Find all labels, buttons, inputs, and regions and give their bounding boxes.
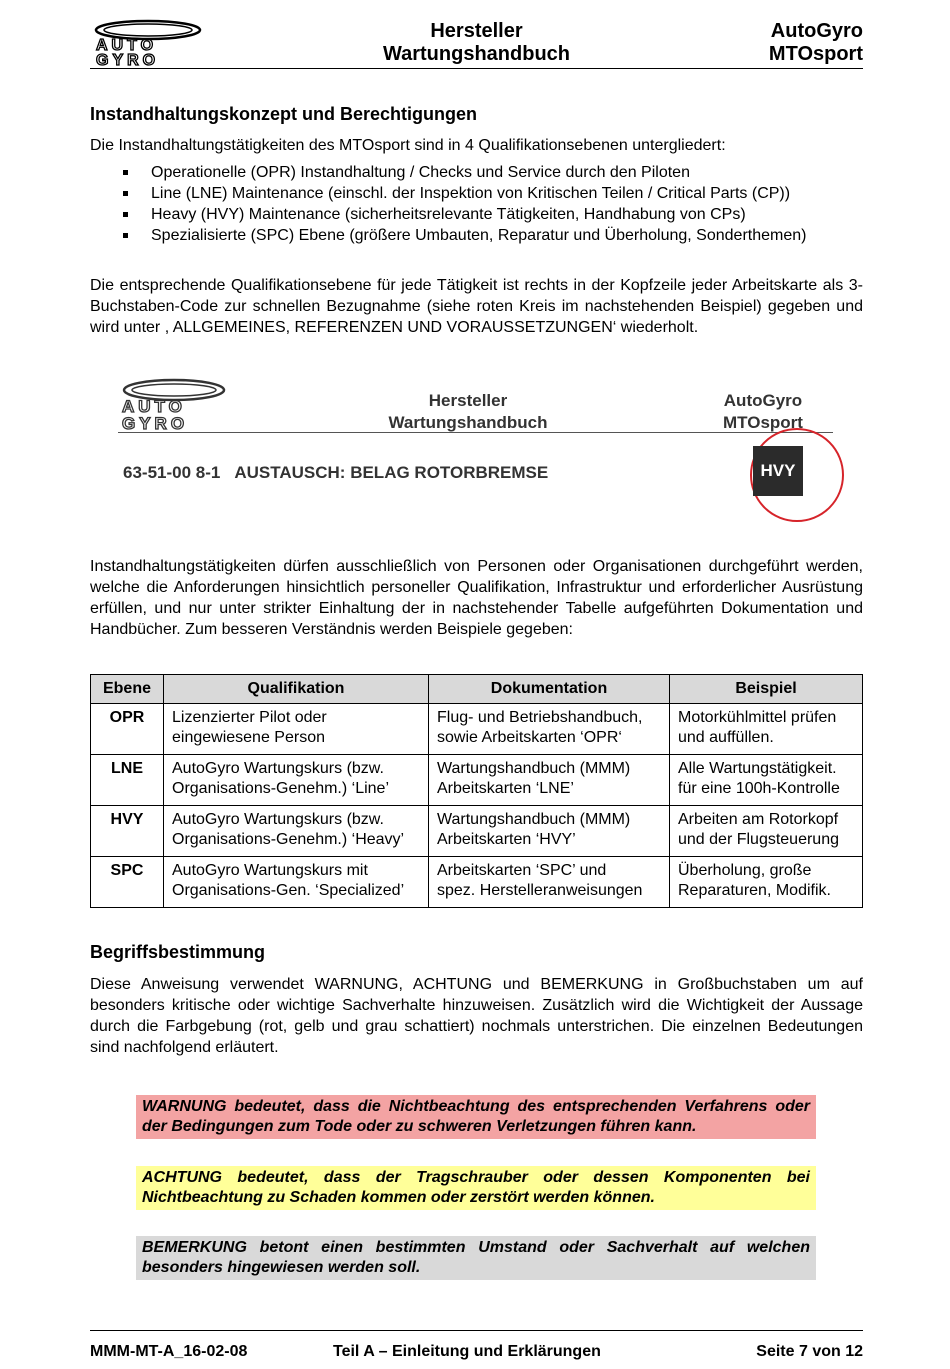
cell-level: LNE	[91, 755, 164, 806]
example-logo	[118, 376, 228, 432]
cell-level: HVY	[91, 806, 164, 857]
table-row	[91, 755, 863, 806]
header-right	[769, 20, 863, 66]
example-manufacturer: Hersteller	[428, 391, 508, 410]
footer-document-id: MMM-MT-A_16-02-08	[90, 1343, 248, 1360]
cell-qualification: Lizenzierter Pilot oder eingewiesene Person	[164, 704, 429, 755]
cell-documentation: Arbeitskarten ‘SPC’ und spez. Herstelleranweisungen	[429, 857, 670, 908]
cell-documentation: Wartungshandbuch (MMM) Arbeitskarten ‘HVY’	[429, 806, 670, 857]
column-header-qualification: Qualifikation	[164, 675, 429, 704]
example-manual: Wartungshandbuch	[388, 413, 548, 432]
section-title-definitions: Begriffsbestimmung	[90, 942, 266, 962]
cell-qualification: AutoGyro Wartungskurs (bzw. Organisations-Genehm.) ‘Heavy’	[164, 806, 429, 857]
caution-note: ACHTUNG bedeutet, dass der Tragschrauber oder dessen Komponenten bei Nichtbeachtung zu Schaden kommen oder zerstört werden können.	[136, 1166, 816, 1210]
footer-page-number: Seite 7 von 12	[756, 1343, 863, 1360]
level-badge: HVY	[753, 446, 803, 496]
table-row	[91, 704, 863, 755]
cell-qualification: AutoGyro Wartungskurs mit Organisations-Gen. ‘Specialized’	[164, 857, 429, 908]
svg-text:AUTO: AUTO	[122, 397, 186, 416]
example-brand: AutoGyro	[723, 391, 803, 410]
example-card-number: 63-51-00 8-1	[123, 463, 221, 482]
cell-level: OPR	[91, 704, 164, 755]
table-row	[91, 806, 863, 857]
cell-documentation: Wartungshandbuch (MMM) Arbeitskarten ‘LNE’	[429, 755, 670, 806]
example-card-title: AUSTAUSCH: BELAG ROTORBREMSE	[234, 463, 549, 482]
list-item: Spezialisierte (SPC) Ebene (größere Umbauten, Reparatur und Überholung, Sonderthemen)	[90, 225, 863, 246]
cell-example: Motorkühlmittel prüfen und auffüllen.	[670, 704, 863, 755]
column-header-documentation: Dokumentation	[429, 675, 670, 704]
header-model: MTOsport	[768, 43, 863, 65]
example-work-card	[118, 372, 850, 522]
header-brand: AutoGyro	[770, 20, 863, 42]
table-row	[91, 857, 863, 908]
section-title-concept: Instandhaltungskonzept und Berechtigungen	[90, 104, 477, 124]
example-divider	[118, 432, 833, 433]
page-header	[90, 18, 863, 69]
warning-note: WARNUNG bedeutet, dass die Nichtbeachtung des entsprechenden Verfahrens oder der Bedingungen zum Tode oder zu schweren Verletzungen führen kann.	[136, 1095, 816, 1139]
column-header-example: Beispiel	[670, 675, 863, 704]
footer-section: Teil A – Einleitung und Erklärungen	[333, 1343, 601, 1360]
cell-documentation: Flug- und Betriebshandbuch, sowie Arbeitskarten ‘OPR‘	[429, 704, 670, 755]
authorization-paragraph: Instandhaltungstätigkeiten dürfen ausschließlich von Personen oder Organisationen durchgeführt werden, welche die Anforderungen hinsichtlich personeller Qualifikation, Infrastruktur und erforderlicher Ausrüstung erfüllen, und nur unter strikter Einhaltung der in nachstehender Tabelle aufgeführten Dokumentation und Handbücher. Zum besseren Verständnis werden Beispiele gegeben:	[90, 558, 863, 638]
qualification-list	[90, 162, 863, 246]
svg-text:GYRO: GYRO	[122, 414, 189, 432]
svg-text:AUTO: AUTO	[96, 37, 158, 54]
qualification-table	[90, 674, 863, 908]
cell-qualification: AutoGyro Wartungskurs (bzw. Organisations-Genehm.) ‘Line’	[164, 755, 429, 806]
example-header-center	[358, 390, 578, 434]
cell-example: Arbeiten am Rotorkopf und der Flugsteuerung	[670, 806, 863, 857]
list-item: Operationelle (OPR) Instandhaltung / Checks und Service durch den Piloten	[90, 162, 863, 183]
intro-paragraph: Die Instandhaltungstätigkeiten des MTOsport sind in 4 Qualifikationsebenen untergliedert:	[90, 137, 726, 154]
list-item: Line (LNE) Maintenance (einschl. der Inspektion von Kritischen Teilen / Critical Parts (CP))	[90, 183, 863, 204]
example-card-heading	[123, 463, 562, 483]
cell-example: Überholung, große Reparaturen, Modifik.	[670, 857, 863, 908]
cell-example: Alle Wartungstätigkeit. für eine 100h-Kontrolle	[670, 755, 863, 806]
column-header-level: Ebene	[91, 675, 164, 704]
list-item: Heavy (HVY) Maintenance (sicherheitsrelevante Tätigkeiten, Handhabung von CPs)	[90, 204, 863, 225]
cell-level: SPC	[91, 857, 164, 908]
qualification-code-paragraph: Die entsprechende Qualifikationsebene für jede Tätigkeit ist rechts in der Kopfzeile jeder Arbeitskarte als 3-Buchstaben-Code zur schnellen Bezugnahme (siehe roten Kreis im nachstehenden Beispiel) gegeben und wird unter , ALLGEMEINES, REFERENZEN UND VORAUSSETZUNGEN‘ wiederholt.	[90, 277, 863, 336]
definitions-paragraph: Diese Anweisung verwendet WARNUNG, ACHTUNG und BEMERKUNG in Großbuchstaben um auf besonders kritische oder wichtige Sachverhalte hinzuweisen. Zusätzlich wird die Wichtigkeit der Aussage durch die Farbgebung (rot, gelb und grau schattiert) nochmals unterstrichen. Die einzelnen Bedeutungen sind nachfolgend erläutert.	[90, 976, 863, 1056]
page-footer	[90, 1330, 863, 1360]
header-center	[90, 20, 863, 66]
remark-note: BEMERKUNG betont einen bestimmten Umstand oder Sachverhalt auf welchen besonders hingewiesen werden soll.	[136, 1236, 816, 1280]
header-manufacturer: Hersteller	[430, 20, 523, 42]
header-manual: Wartungshandbuch	[382, 43, 571, 65]
example-model: MTOsport	[723, 413, 803, 432]
svg-text:GYRO: GYRO	[96, 52, 160, 66]
table-header-row	[91, 675, 863, 704]
